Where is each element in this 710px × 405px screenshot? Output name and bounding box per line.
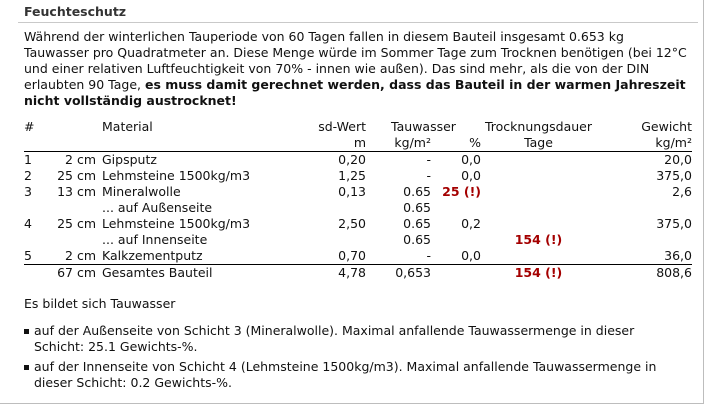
table-row xyxy=(24,216,692,232)
row-tauwasser: 0.65 xyxy=(403,216,431,231)
row-days-warning: 154 (!) xyxy=(514,232,563,247)
bullet-icon xyxy=(24,329,29,334)
row-sd: 2,50 xyxy=(338,216,366,231)
row-days xyxy=(481,200,596,216)
row-sd xyxy=(296,232,366,248)
row-thickness: 13 cm xyxy=(57,184,96,199)
summary-list xyxy=(24,323,684,395)
table-total-row xyxy=(24,265,692,282)
subheader-tw-pct: % xyxy=(431,135,481,152)
row-sd: 0,13 xyxy=(338,184,366,199)
row-material: Lehmsteine 1500kg/m3 xyxy=(102,168,251,183)
row-days xyxy=(481,216,596,232)
row-weight: 36,0 xyxy=(596,248,692,265)
row-weight: 375,0 xyxy=(656,168,692,183)
row-tauwasser: 0.65 xyxy=(403,232,431,247)
row-sd: 1,25 xyxy=(338,168,366,183)
table-row xyxy=(24,184,692,200)
subheader-sd-unit: m xyxy=(296,135,366,152)
row-tauwasser: - xyxy=(426,168,431,183)
row-material: Lehmsteine 1500kg/m3 xyxy=(102,216,251,231)
row-percent xyxy=(431,200,481,216)
row-num: 2 xyxy=(24,168,32,183)
subheader-tw-unit: kg/m² xyxy=(366,135,431,152)
row-days xyxy=(481,152,596,169)
total-weight: 808,6 xyxy=(656,265,692,280)
bullet-icon xyxy=(24,365,29,370)
row-days xyxy=(481,248,596,265)
row-percent: 0,0 xyxy=(461,152,481,167)
row-tauwasser: - xyxy=(366,248,431,265)
intro-warning-text: es muss damit gerechnet werden, dass das Bauteil in der warmen Jahreszeit nicht vollständig austrocknet! xyxy=(24,77,686,108)
header-tauwasser: Tauwasser xyxy=(391,119,456,134)
row-percent xyxy=(431,232,481,248)
row-percent: 0,0 xyxy=(431,248,481,265)
table-row xyxy=(24,152,692,169)
table-row xyxy=(24,232,692,248)
list-item-text: auf der Außenseite von Schicht 3 (Mineralwolle). Maximal anfallende Tauwassermenge in dieser Schicht: 25.1 Gewichts-%. xyxy=(34,323,635,354)
row-days xyxy=(481,184,596,200)
list-item xyxy=(24,323,684,355)
row-weight: 2,6 xyxy=(672,184,692,199)
row-thickness xyxy=(46,200,96,216)
row-num: 1 xyxy=(24,152,32,167)
row-sd: 0,70 xyxy=(296,248,366,265)
table-row xyxy=(24,200,692,216)
total-sd: 4,78 xyxy=(338,265,366,280)
row-thickness: 25 cm xyxy=(57,216,96,231)
header-trocknung: Trocknungsdauer xyxy=(485,119,592,134)
row-num xyxy=(24,232,46,248)
total-thickness: 67 cm xyxy=(57,265,96,280)
intro-text: Während der winterlichen Tauperiode von 60 Tagen fallen in diesem Bauteil insgesamt 0.653 kg Tauwasser pro Quadratmeter an. Diese Menge würde im Sommer Tage zum Trocknen benötigen (bei 12°C und einer relativen Luftfeuchtigkeit von 70% - innen wie außen). Das sind mehr, als die von der DIN erlaubten 90 Tage, xyxy=(24,29,687,92)
row-weight xyxy=(596,200,692,216)
row-thickness: 2 cm xyxy=(46,248,96,265)
row-thickness xyxy=(46,232,96,248)
row-thickness: 2 cm xyxy=(65,152,96,167)
table-subheader-row xyxy=(24,135,692,152)
row-tauwasser: 0.65 xyxy=(403,200,431,215)
total-material: Gesamtes Bauteil xyxy=(102,265,213,280)
row-material: ... auf Außenseite xyxy=(102,200,213,215)
table-row xyxy=(24,168,692,184)
row-num: 4 xyxy=(24,216,32,231)
row-weight: 375,0 xyxy=(656,216,692,231)
header-num: # xyxy=(24,119,35,134)
condensation-table xyxy=(24,119,692,281)
row-percent: 0,0 xyxy=(461,168,481,183)
row-thickness: 25 cm xyxy=(57,168,96,183)
row-percent: 0,2 xyxy=(461,216,481,231)
row-tauwasser: - xyxy=(426,152,431,167)
row-num xyxy=(24,200,46,216)
total-days-warning: 154 (!) xyxy=(514,265,563,280)
header-material: Material xyxy=(102,119,153,134)
row-weight: 20,0 xyxy=(664,152,692,167)
intro-paragraph xyxy=(24,29,688,109)
subheader-gewicht-unit: kg/m² xyxy=(596,135,692,152)
table-header-row xyxy=(24,119,692,135)
table-row xyxy=(24,248,692,265)
row-days xyxy=(481,168,596,184)
header-sd: sd-Wert xyxy=(318,119,366,134)
row-sd xyxy=(296,200,366,216)
total-tauwasser: 0,653 xyxy=(395,265,431,280)
row-material: Mineralwolle xyxy=(102,184,181,199)
section-header xyxy=(18,0,698,23)
list-item xyxy=(24,359,684,391)
row-num: 3 xyxy=(24,184,32,199)
row-material: ... auf Innenseite xyxy=(102,232,208,247)
row-tauwasser: 0.65 xyxy=(403,184,431,199)
row-sd: 0,20 xyxy=(338,152,366,167)
summary-heading: Es bildet sich Tauwasser xyxy=(24,296,176,311)
subheader-trocknung-unit: Tage xyxy=(481,135,596,152)
row-material: Kalkzementputz xyxy=(96,248,296,265)
section-title: Feuchteschutz xyxy=(24,4,127,19)
row-material: Gipsputz xyxy=(102,152,157,167)
row-num: 5 xyxy=(24,248,46,265)
list-item-text: auf der Innenseite von Schicht 4 (Lehmsteine 1500kg/m3). Maximal anfallende Tauwassermenge in dieser Schicht: 0.2 Gewichts-%. xyxy=(34,359,657,390)
row-weight xyxy=(596,232,692,248)
row-percent-warning: 25 (!) xyxy=(442,184,481,199)
header-gewicht: Gewicht xyxy=(641,119,692,134)
